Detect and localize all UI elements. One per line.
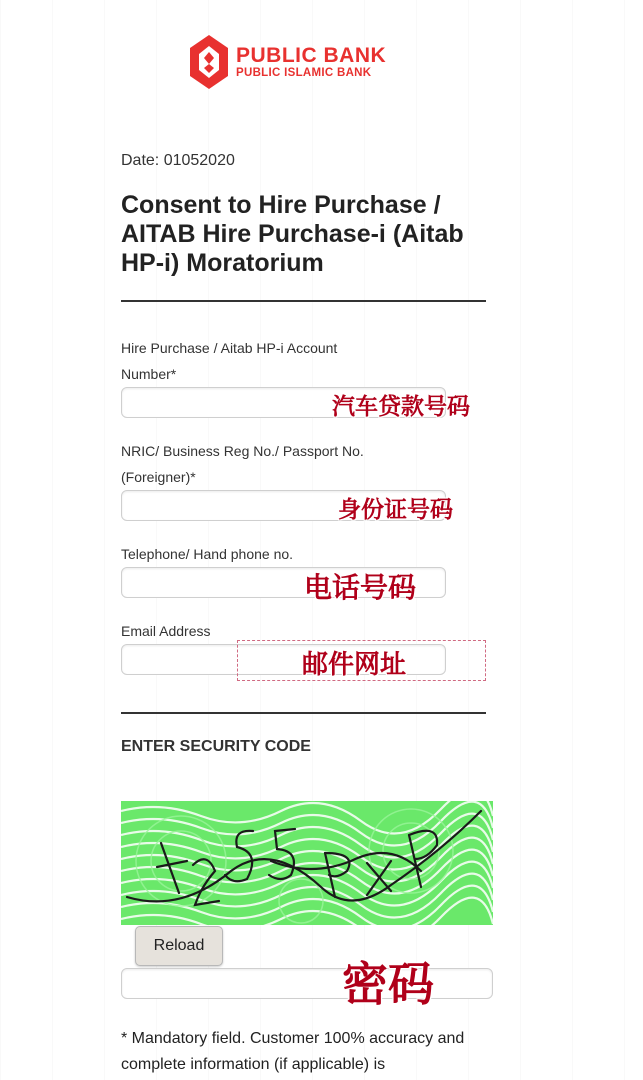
divider-bottom [121,712,486,714]
brand-sub-name: PUBLIC ISLAMIC BANK [236,67,372,79]
mandatory-note: * Mandatory field. Customer 100% accuracy and complete information (if applicable) is [121,1030,465,1073]
account-number-annotation: 汽车贷款号码 [332,394,470,420]
account-number-label: Hire Purchase / Aitab HP-i Account Number* [121,340,338,382]
divider-top [121,300,486,302]
email-annotation: 邮件网址 [302,650,407,680]
telephone-annotation: 电话号码 [304,571,417,604]
nric-annotation: 身份证号码 [338,497,453,523]
security-code-heading: ENTER SECURITY CODE [121,738,311,755]
telephone-label: Telephone/ Hand phone no. [121,546,294,562]
page-title: Consent to Hire Purchase / AITAB Hire Purchase-i (Aitab HP-i) Moratorium [121,191,464,277]
captcha-image [121,801,493,925]
public-bank-logo [188,34,428,90]
security-code-annotation: 密码 [342,957,434,1011]
email-label: Email Address [121,623,211,639]
reload-captcha-button[interactable]: Reload [135,926,223,966]
form-date: Date: 01052020 [121,152,235,169]
captcha-pattern [121,801,493,925]
security-code-input[interactable] [121,968,493,999]
nric-label: NRIC/ Business Reg No./ Passport No.(Foreigner)* [121,443,364,485]
brand-name: PUBLIC BANK [236,44,387,67]
public-bank-logo-icon [188,34,230,90]
